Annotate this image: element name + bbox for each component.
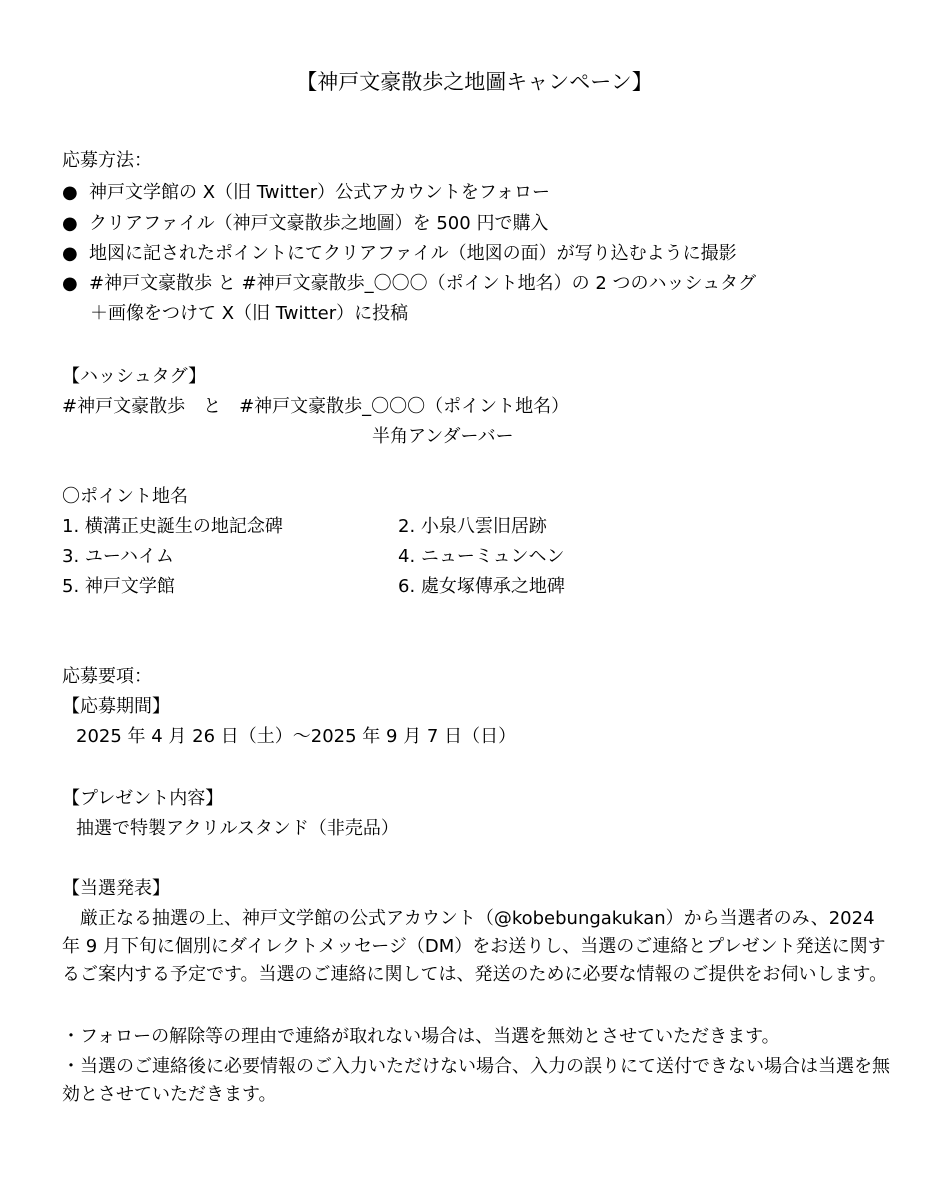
point-item: 6. 處女塚傳承之地碑	[398, 576, 565, 597]
points-heading: 〇ポイント地名	[62, 486, 188, 507]
apply-step-4-continued: ＋画像をつけて X（旧 Twitter）に投稿	[90, 303, 409, 324]
underscore-note: 半角アンダーバー	[372, 426, 514, 447]
point-item: 1. 横溝正史誕生の地記念碑	[62, 516, 283, 537]
hashtag-line: #神戸文豪散歩 と #神戸文豪散歩_〇〇〇（ポイント地名）	[62, 396, 570, 417]
apply-step-text: クリアファイル（神戸文豪散歩之地圖）を 500 円で購入	[89, 213, 549, 234]
page-title: 【神戸文豪散歩之地圖キャンペーン】	[296, 70, 653, 94]
apply-step-text: #神戸文豪散歩 と #神戸文豪散歩_〇〇〇（ポイント地名）の 2 つのハッシュタグ	[89, 273, 757, 294]
apply-step-4	[62, 273, 756, 295]
point-item: 4. ニューミュンヘン	[398, 546, 565, 567]
present-value: 抽選で特製アクリルスタンド（非売品）	[76, 818, 399, 839]
point-item: 3. ユーハイム	[62, 546, 174, 567]
requirements-heading: 応募要項：	[62, 666, 152, 687]
apply-step-1	[62, 182, 550, 204]
bullet-icon: ●	[62, 213, 78, 234]
present-heading: 【プレゼント内容】	[62, 788, 224, 809]
announcement-note-1: ・フォローの解除等の理由で連絡が取れない場合は、当選を無効とさせていただきます。	[62, 1026, 780, 1047]
apply-step-2	[62, 213, 548, 235]
announcement-note-2: ・当選のご連絡後に必要情報のご入力いただけない場合、入力の誤りにて送付できない場合は当選を無効とさせていただきます。	[62, 1056, 890, 1105]
period-heading: 【応募期間】	[62, 696, 170, 717]
point-item: 2. 小泉八雲旧居跡	[398, 516, 547, 537]
period-value: 2025 年 4 月 26 日（土）～2025 年 9 月 7 日（日）	[76, 726, 517, 747]
bullet-icon: ●	[62, 182, 78, 203]
bullet-icon: ●	[62, 243, 78, 264]
apply-step-text: 神戸文学館の X（旧 Twitter）公式アカウントをフォロー	[89, 182, 551, 203]
point-item: 5. 神戸文学館	[62, 576, 175, 597]
how-to-apply-heading: 応募方法：	[62, 150, 152, 171]
hashtag-heading: 【ハッシュタグ】	[62, 366, 207, 387]
announcement-body: 厳正なる抽選の上、神戸文学館の公式アカウント（@kobebungakukan）から当選者のみ、2024 年 9 月下旬に個別にダイレクトメッセージ（DM）をお送りし、当選のご連絡とプレゼント発送に関するご案内する予定です。当選のご連絡に関しては、発送のために必要な情報のご提供をお伺いします。	[62, 908, 888, 985]
bullet-icon: ●	[62, 273, 78, 294]
apply-step-3	[62, 243, 737, 265]
announcement-heading: 【当選発表】	[62, 878, 170, 899]
apply-step-text: 地図に記されたポイントにてクリアファイル（地図の面）が写り込むように撮影	[89, 243, 737, 264]
